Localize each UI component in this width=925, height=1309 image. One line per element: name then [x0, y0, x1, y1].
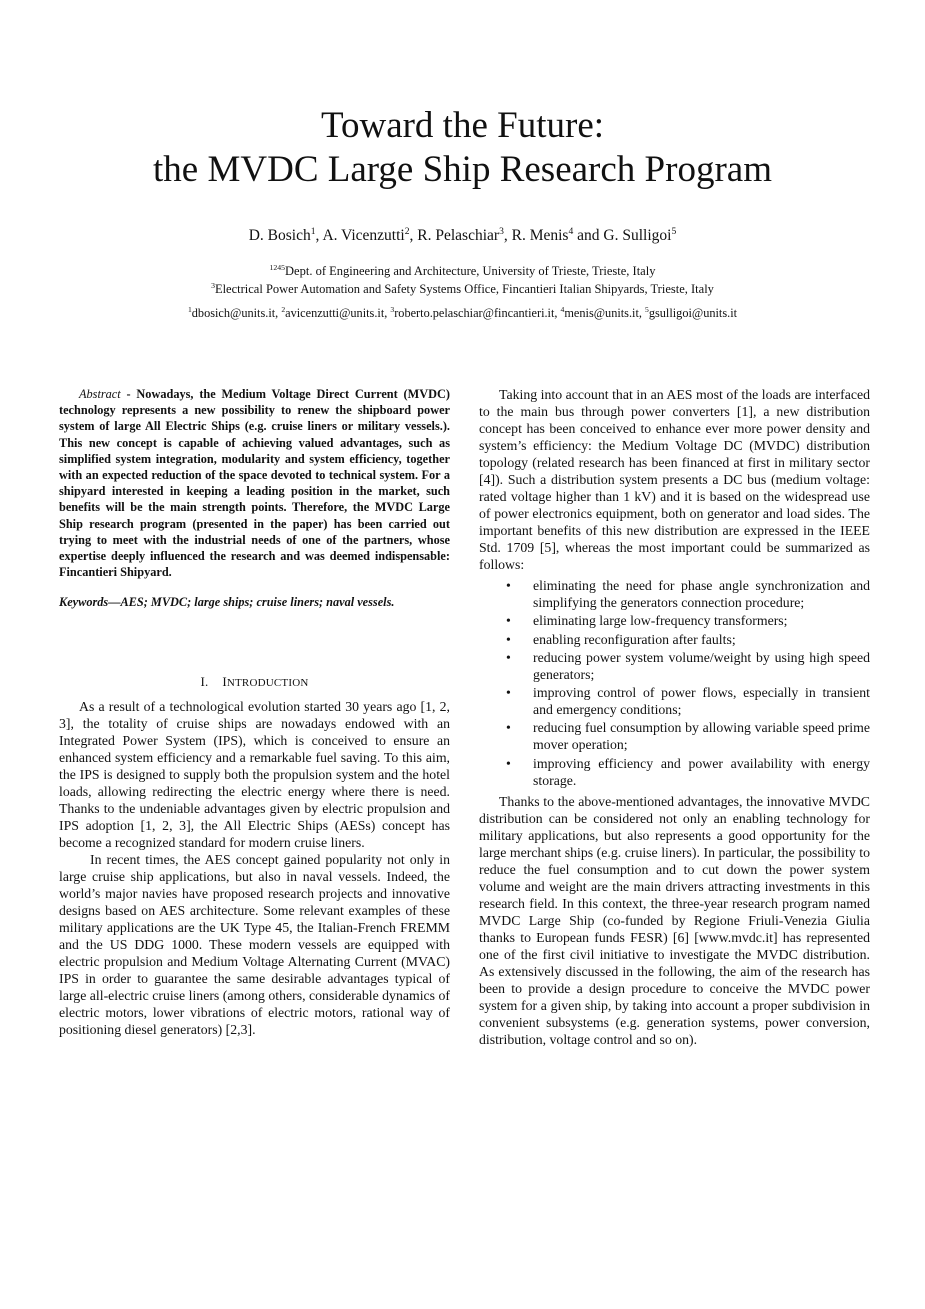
- abstract-text: - Nowadays, the Medium Voltage Direct Current (MVDC) technology represents a new possibility to renew the shipboard power system of large All Electric Ships (e.g. cruise liners or military vessels.). This new concept is capable of achieving valued advantages, such as simplified system integration, modularity and system efficiency, together with an expected reduction of the space devoted to technical system. For a shipyard interested in keeping a leading position in the market, such benefits will be the main strength points. Therefore, the MVDC Large Ship research program (presented in the paper) has been carried out trying to meet with the industrial needs of one of the partners, whose expertise deeply influenced the research and was deemed indispensable: Fincantieri Shipyard.: [59, 387, 450, 580]
- title-line-1: Toward the Future:: [320, 105, 605, 146]
- title-line-2: the MVDC Large Ship Research Program: [153, 149, 772, 190]
- right-column: [479, 386, 870, 1048]
- list-item: • improving efficiency and power availability with energy storage.: [506, 755, 870, 788]
- paragraph: As a result of a technological evolution started 30 years ago [1, 2, 3], the totality of cruise ships are nowadays endowed with an Integrated Power System (IPS), which is conceived to ensure an enhanced system efficiency and a remarkable fuel saving. To this aim, the IPS is designed to supply both the propulsion system and the hotel loads, allowing redirecting the electric energy where there is need. Thanks to the undeniable advantages given by electric propulsion and IPS adoption [1, 2, 3], the All Electric Ships (AESs) concept has become a recognized standard for modern cruise liners.: [59, 699, 450, 851]
- abstract-label: Abstract: [79, 387, 121, 401]
- author-list: [0, 227, 925, 245]
- bullet-icon: •: [506, 720, 511, 736]
- bullet-icon: •: [506, 631, 511, 647]
- paragraph: In recent times, the AES concept gained popularity not only in large cruise ship applications, but also in naval vessels. Indeed, the world’s major navies have proposed research projects and innovative designs based on AES architecture. Some relevant examples of these military applications are the UK Type 45, the Italian-French FREMM and the US DDG 1000. These modern vessels are equipped with electric propulsion and Medium Voltage Alternating Current (MVAC) IPS in order to guarantee the same desirable advantages typical of large all-electric cruise liners (among others, considerable dynamics of electric motors, lower vibrations of electric motors, rational way of positioning diesel generators) [2,3].: [59, 852, 450, 1038]
- author: G. Sulligoi$^5$: [603, 225, 677, 244]
- list-item: • reducing power system volume/weight by using high speed generators;: [506, 649, 870, 682]
- paragraph: Thanks to the above-mentioned advantages, the innovative MVDC distribution can be considered not only an enabling technology for military applications, but also represents a good opportunity for the large merchant ships (e.g. cruise liners). In particular, the possibility to reduce the fuel consumption and to cut down the power system volume and weight are the main drivers attracting investments in this research field. In this context, the three-year research program named MVDC Large Ship (co-funded by Regione Friuli-Venezia Giulia thanks to European funds FESR) [6] [www.mvdc.it] has represented one of the first civil initiative to investigate the MVDC distribution. As extensively discussed in the following, the aim of the research has been to provide a design procedure to conceive the MVDC power system for a given ship, by taking into account a proper subdivision in convenient subsystems (e.g. generation systems, power conversion, distribution, voltage control and so on).: [479, 793, 870, 1047]
- bullet-icon: •: [506, 649, 511, 665]
- keywords: Keywords—AES; MVDC; large ships; cruise liners; naval vessels.: [59, 595, 395, 610]
- bullet-icon: •: [506, 578, 511, 593]
- left-column: [59, 386, 450, 1038]
- list-item: • improving control of power flows, especially in transient and emergency conditions;: [506, 685, 870, 718]
- author: D. Bosich$^1$,: [248, 225, 323, 244]
- email-link[interactable]: roberto.pelaschiar@fincantieri.it,: [394, 306, 561, 320]
- section-heading: I. INTRODUCTION: [200, 674, 309, 690]
- section-number: I.: [200, 674, 209, 690]
- list-item: • eliminating the need for phase angle synchronization and simplifying the generators connection procedure;: [506, 578, 870, 610]
- author: R. Pelaschiar$^3$,: [417, 225, 512, 244]
- bullet-icon: •: [506, 755, 511, 771]
- list-item: • reducing fuel consumption by allowing variable speed prime mover operation;: [506, 720, 870, 753]
- affiliation: $^3$Electrical Power Automation and Safety Systems Office, Fincantieri Italian Shipyards, Trieste, Italy: [211, 280, 714, 296]
- author: A. Vicenzutti$^2$,: [322, 225, 418, 244]
- abstract: [59, 386, 450, 580]
- author: R. Menis$^4$ and: [511, 225, 604, 244]
- paragraph: Taking into account that in an AES most of the loads are interfaced to the main bus through power converters [1], a new distribution concept has been conceived to enhance ever more power density and system’s efficiency: the Medium Voltage DC (MVDC) distribution topology (related research has been financed at first in military sector [4]). Such a distribution system presents a DC bus (medium voltage: rated voltage higher than 1 kV) and it is based on the widespread use of power electronics equipment, both on generator and load sides. The important benefits of this new distribution are expressed in the IEEE Std. 1709 [5], whereas the most important could be summarized as follows:: [479, 387, 870, 572]
- email-list: $^1$dbosich@units.it, $^2$avicenzutti@units.it, $^3$roberto.pelaschiar@fincantieri.it, $^4$menis@units.it, $^5$gsulligoi@units.it: [187, 304, 738, 320]
- affiliation: $^{1245}$Dept. of Engineering and Architecture, University of Trieste, Trieste, Italy: [269, 262, 656, 278]
- benefit-list: [479, 577, 870, 789]
- email-link[interactable]: gsulligoi@units.it: [648, 306, 738, 320]
- bullet-icon: •: [506, 685, 511, 701]
- bullet-icon: •: [506, 613, 511, 629]
- email-link[interactable]: avicenzutti@units.it,: [285, 306, 391, 320]
- list-item: • eliminating large low-frequency transformers;: [506, 613, 788, 629]
- paper-title: [0, 104, 925, 192]
- email-link[interactable]: dbosich@units.it,: [191, 306, 282, 320]
- list-item: • enabling reconfiguration after faults;: [506, 631, 736, 647]
- email-link[interactable]: menis@units.it,: [564, 306, 646, 320]
